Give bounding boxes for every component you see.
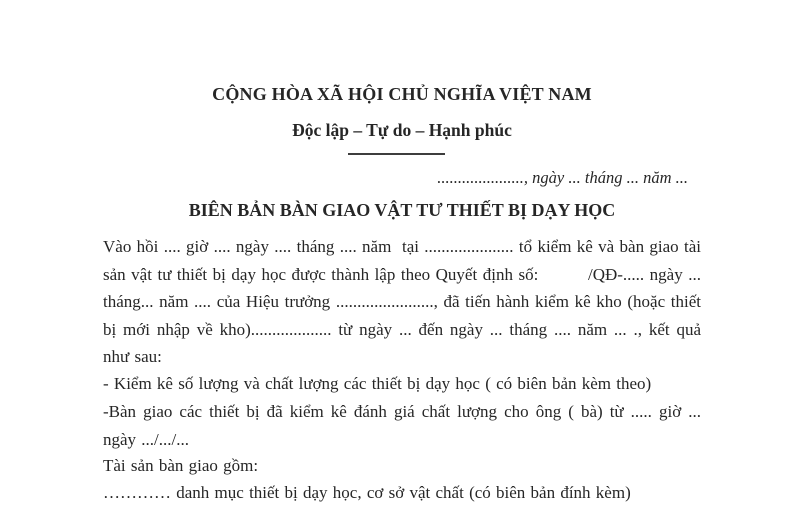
opening-paragraph: Vào hồi .... giờ .... ngày .... tháng .... năm tại ..................... tổ kiểm kê và bàn giao tài sản vật tư thiết bị dạy học được thành lập theo Quyết định số: /QĐ-..... ngày ... tháng... năm .... của Hiệu trưởng ......................., đã tiến hành kiểm kê kho (hoặc thiết bị mới nhập về kho)................... từ ngày ... đến ngày ... tháng .... năm ... ., kết quả như sau: (103, 237, 701, 367)
motto-underline (348, 153, 445, 155)
assets-intro-line: Tài sản bàn giao gồm: (103, 456, 259, 475)
assets-item-line: ………… danh mục thiết bị dạy học, cơ sở vật chất (có biên bản đính kèm) (103, 483, 631, 502)
list-item-handover: -Bàn giao các thiết bị đã kiểm kê đánh giá chất lượng cho ông ( bà) từ ..... giờ ... ngày .../.../... (103, 402, 701, 449)
date-place-line: ....................., ngày ... tháng ... năm ... (437, 168, 688, 187)
motto-line: Độc lập – Tự do – Hạnh phúc (292, 120, 512, 140)
national-header: CỘNG HÒA XÃ HỘI CHỦ NGHĨA VIỆT NAM (212, 84, 592, 104)
document-title: BIÊN BẢN BÀN GIAO VẬT TƯ THIẾT BỊ DẠY HỌC (188, 200, 616, 220)
list-item-inventory: - Kiểm kê số lượng và chất lượng các thiết bị dạy học ( có biên bản kèm theo) (103, 374, 652, 393)
